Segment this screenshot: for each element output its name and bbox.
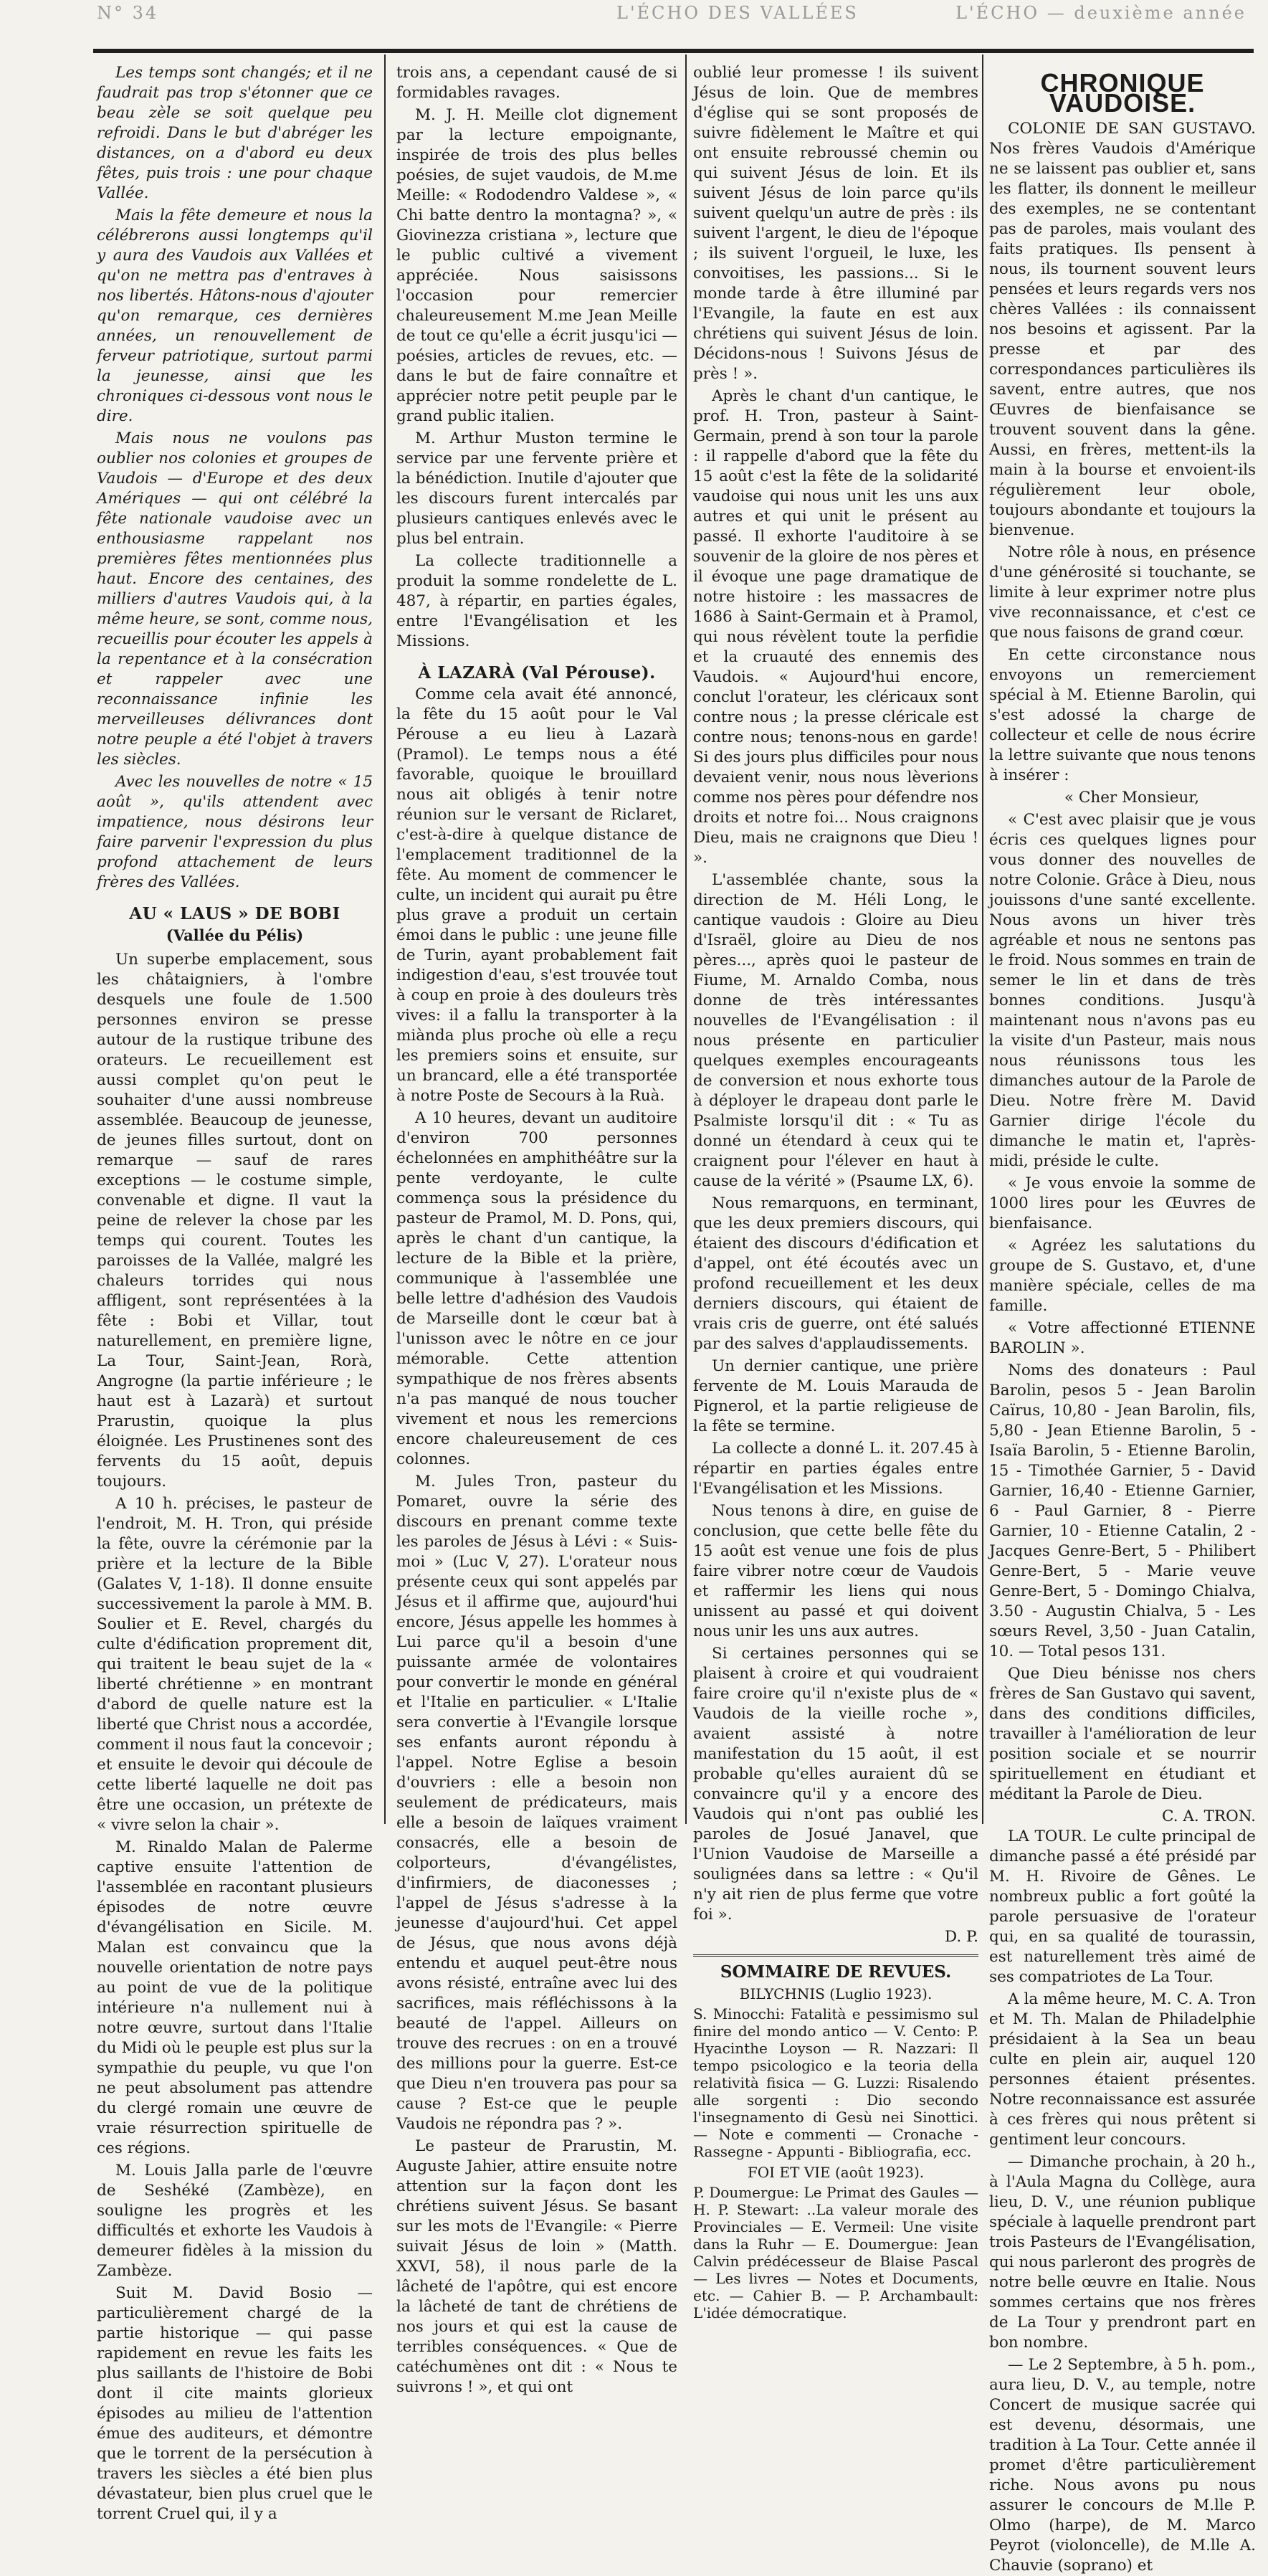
paragraph: Si certaines personnes qui se plaisent à croire et qui voudraient faire croire qu'il n'existe plus de « Vaudois de la vieille roche », avaient assisté à notre manifestation du 15 août, il est probable qu'elles auraient dû se convaincre qu'il y a encore des Vaudois qui n'ont pas oublié les paroles de Josué Janavel, que l'Union Vaudoise de Marseille a soulignées dans sa lettre : « Qu'il n'y ait rien de plus ferme que votre foi ». bbox=[693, 1645, 978, 1924]
paragraph: « Je vous envoie la somme de 1000 lires pour les Œuvres de bienfaisance. bbox=[989, 1174, 1256, 1232]
paragraph: LA TOUR. Le culte principal de dimanche passé a été présidé par M. H. Rivoire de Gênes. Le nombreux public a fort goûté la parole persuasive de l'orateur qui, en sa qualité de tourassin, est naturellement très aimé de ses compatriotes de La Tour. bbox=[989, 1828, 1256, 1986]
paragraph: La collecte traditionnelle a produit la somme rondelette de L. 487, à répartir, en parties égales, entre l'Evangélisation et les Missions. bbox=[396, 552, 677, 650]
paragraph: COLONIE DE SAN GUSTAVO. Nos frères Vaudois d'Amérique ne se laissent pas oublier et, sans les flatter, ils donnent le meilleur des exemples, ne se contentant pas de paroles, mais voulant des faits pratiques. Ils pensent à nous, ils tournent souvent leurs pensées et leurs regards vers nos chères Vallées : ils connaissent nos besoins et agissent. Par la presse et par des correspondances particulières ils savent, entre autres, que nos Œuvres de bienfaisance se trouvent souvent dans la gêne. Aussi, en frères, mettent-ils la main à la bourse et envoient-ils régulièrement leur obole, toujours abondante et toujours la bienvenue. bbox=[989, 120, 1256, 539]
column-divider bbox=[982, 54, 983, 1824]
paragraph: « Votre affectionné ETIENNE BAROLIN ». bbox=[989, 1319, 1256, 1357]
paragraph: « Agréez les salutations du groupe de S. Gustavo, et, d'une manière spéciale, celles de ma famille. bbox=[989, 1237, 1256, 1315]
paragraph: Un superbe emplacement, sous les châtaigniers, à l'ombre desquels une foule de 1.500 personnes environ se presse autour de la rustique tribune des orateurs. Le recueillement est aussi complet qu'on peut le souhaiter d'une aussi nombreuse assemblée. Beaucoup de jeunesse, de jeunes filles surtout, dont on remarque — sauf de rares exceptions — le costume simple, convenable et digne. Il vaut la peine de relever la chose par les temps qui courent. Toutes les paroisses de la Vallée, malgré les chaleurs torrides qui nous affligent, sont représentées à la fête : Bobi et Villar, tout naturellement, en première ligne, La Tour, Saint-Jean, Rorà, Angrogne (la partie inférieure ; le haut est à Lazarà) et surtout Prarustin, quoique la plus éloignée. Les Prustinenes sont des fervents du 15 août, depuis toujours. bbox=[97, 951, 373, 1491]
revue-contents: P. Doumergue: Le Primat des Gaules — H. P. Stewart: ..La valeur morale des Provinciales — E. Vermeil: Une visite dans la Ruhr — E. Doumergue: Jean Calvin prédécesseur de Blaise Pascal — Les livres — Notes et Documents, etc. — Cahier B. — P. Archambault: L'idée démocratique. bbox=[693, 2184, 978, 2321]
paragraph: Noms des donateurs : Paul Barolin, pesos 5 - Jean Barolin Caïrus, 10,80 - Jean Barolin, fils, 5,80 - Jean Etienne Barolin, 5 - Isaïa Barolin, 5 - Etienne Barolin, 15 - Timothée Garnier, 5 - David Garnier, 16,40 - Etienne Garnier, 6 - Paul Garnier, 8 - Pierre Garnier, 10 - Etienne Catalin, 2 - Jacques Genre-Bert, 5 - Philibert Genre-Bert, 5 - Marie veuve Genre-Bert, 5 - Domingo Chialva, 3.50 - Augustin Chialva, 5 - Les sœurs Revel, 3,50 - Juan Catalin, 10. — Total pesos 131. bbox=[989, 1361, 1256, 1660]
paragraph: — Le 2 Septembre, à 5 h. pom., aura lieu, D. V., au temple, notre Concert de musique sacrée qui est devenu, désormais, une tradition à La Tour. Cette année il promet d'être particulièrement riche. Nous avons pu nous assurer le concours de M.lle P. Olmo (harpe), de M. Marco Peyrot (violoncelle), de M.lle A. Chauvie (soprano) et bbox=[989, 2356, 1256, 2575]
running-header-left: N° 34 bbox=[97, 3, 159, 23]
paragraph: M. Arthur Muston termine le service par une fervente prière et la bénédiction. Inutile d'ajouter que les discours furent intercalés par plusieurs cantiques enlevés avec le plus bel entrain. bbox=[396, 429, 677, 548]
running-header-center: L'ÉCHO DES VALLÉES bbox=[616, 3, 859, 23]
paragraph: L'assemblée chante, sous la direction de M. Héli Long, le cantique vaudois : Gloire au Dieu d'Israël, gloire au Dieu de nos pères..., après quoi le pasteur de Fiume, M. Arnaldo Comba, nous donne de très intéressantes nouvelles de l'Evangélisation : il nous présente en particulier quelques exemples encourageants de conversion et nous exhorte tous à déployer le drapeau dont parle le Psalmiste lorsqu'il dit : « Tu as donné un étendard à ceux qui te craignent pour l'élever en haut à cause de la vérité » (Psaume LX, 6). bbox=[693, 871, 978, 1190]
column-divider bbox=[685, 54, 687, 1824]
paragraph: oublié leur promesse ! ils suivent Jésus de loin. Que de membres d'église qui se sont proposés de suivre fidèlement le Maître et qui ont ensuite rebroussé chemin ou qui suivent Jésus de loin. Et ils suivent Jésus de loin parce qu'ils suivent quelqu'un autre de près : ils suivent l'argent, le dieu de l'époque ; ils suivent l'orgueil, le luxe, les convoitises, les passions... Si le monde tarde à être illuminé par l'Evangile, la faute en est aux chrétiens qui suivent Jésus de loin. Décidons-nous ! Suivons Jésus de près ! ». bbox=[693, 64, 978, 383]
paragraph: « C'est avec plaisir que je vous écris ces quelques lignes pour vous donner des nouvelles de notre Colonie. Grâce à Dieu, nous jouissons d'une santé excellente. Nous avons un hiver très agréable et nous ne sentons pas le froid. Nous sommes en train de semer le lin et dans de très bonnes conditions. Jusqu'à maintenant nous n'avons pas eu la visite d'un Pasteur, mais nous nous réunissons tous les dimanches autour de la Parole de Dieu. Notre frère M. David Garnier dirige l'école du dimanche le matin et, l'après-midi, préside le culte. bbox=[989, 811, 1256, 1170]
paragraph: A 10 h. précises, le pasteur de l'endroit, M. H. Tron, qui préside la fête, ouvre la cérémonie par la prière et la lecture de la Bible (Galates V, 1-18). Il donne ensuite successivement la parole à MM. B. Soulier et E. Revel, chargés du culte d'édification proprement dit, qui traitent le beau sujet de la « liberté chrétienne » en montrant d'abord de quelle nature est la liberté que Christ nous a accordée, comment il nous faut la concevoir ; et ensuite le devoir qui découle de cette liberté laquelle ne doit pas être une occasion, un prétexte de « vivre selon la chair ». bbox=[97, 1495, 373, 1834]
column-4 bbox=[989, 63, 1256, 2575]
column-2 bbox=[396, 63, 677, 2396]
revue-contents: S. Minocchi: Fatalità e pessimismo sul finire del mondo antico — V. Cento: P. Hyacinthe Loyson — R. Nazzari: Il tempo psicologico e la teoria della relatività fisica — G. Luzzi: Risalendo alle sorgenti : Dio secondo l'insegnamento di Gesù nei Sinottici. — Note e commenti — Cronache - Rassegne - Appunti - Bibliografia, ecc. bbox=[693, 2005, 978, 2160]
paragraph: Nous tenons à dire, en guise de conclusion, que cette belle fête du 15 août est venue une fois de plus faire vibrer notre cœur de Vaudois et raffermir les liens qui nous unissent au passé et qui doivent nous unir les uns aux autres. bbox=[693, 1502, 978, 1640]
paragraph: Que Dieu bénisse nos chers frères de San Gustavo qui savent, dans des conditions difficiles, travailler à l'amélioration de leur position sociale et se nourrir spirituellement en étudiant et méditant la Parole de Dieu. bbox=[989, 1665, 1256, 1803]
paragraph: M. Rinaldo Malan de Palerme captive ensuite l'attention de l'assemblée en racontant plusieurs épisodes de notre œuvre d'évangélisation en Sicile. M. Malan est convaincu que la nouvelle orientation de notre pays au point de vue de la politique intérieure n'a nullement nui à notre œuvre, surtout dans l'Italie du Midi où le peuple est plus sur la sympathie du peuple, vu que l'on ne peut absolument pas attendre du clergé romain une œuvre de vraie résurrection spirituelle de ces régions. bbox=[97, 1838, 373, 2157]
paragraph: Avec les nouvelles de notre « 15 août », qu'ils attendent avec impatience, nous désirons leur faire parvenir l'expression du plus profond attachement de leurs frères des Vallées. bbox=[97, 773, 373, 891]
column-3 bbox=[693, 63, 978, 2321]
column-divider bbox=[384, 54, 386, 1824]
paragraph: Mais nous ne voulons pas oublier nos colonies et groupes de Vaudois — d'Europe et des deux Amériques — qui ont célébré la fête nationale vaudoise avec un enthousiasme rappelant nos premières fêtes mentionnées plus haut. Encore des centaines, des milliers d'autres Vaudois qui, à la même heure, se sont, comme nous, recueillis pour écouter les appels à la repentance et à la consécration et rappeler avec une reconnaissance infinie les merveilleuses délivrances dont notre peuple a été l'objet à travers les siècles. bbox=[97, 429, 373, 769]
paragraph: — Dimanche prochain, à 20 h., à l'Aula Magna du Collège, aura lieu, D. V., une réunion publique spéciale à laquelle prendront part trois Pasteurs de l'Evangélisation, qui nous parleront des progrès de notre belle œuvre en Italie. Nous sommes certains que nos frères de La Tour y prendront part en bon nombre. bbox=[989, 2153, 1256, 2352]
paragraph: La collecte a donné L. it. 207.45 à répartir en parties égales entre l'Evangélisation et les Missions. bbox=[693, 1440, 978, 1498]
paragraph: En cette circonstance nous envoyons un remerciement spécial à M. Etienne Barolin, qui s'est adossé la charge de collecteur et celle de nous écrire la lettre suivante que nous tenons à insérer : bbox=[989, 646, 1256, 784]
paragraph: Suit M. David Bosio — particulièrement chargé de la partie historique — qui passe rapidement en revue les faits les plus saillants de l'histoire de Bobi dont il cite maints glorieux épisodes au milieu de l'attention émue des auditeurs, et démontre que le torrent de la persécution à travers les siècles a été bien plus dévastateur, bien plus cruel que le torrent Cruel qui, il y a bbox=[97, 2284, 373, 2523]
paragraph: Le pasteur de Prarustin, M. Auguste Jahier, attire ensuite notre attention sur la façon dont les chrétiens suivent Jésus. Se basant sur les mots de l'Evangile: « Pierre suivait Jésus de loin » (Matth. XXVI, 58), il nous parle de la lâcheté de l'apôtre, qui est encore la lâcheté de tant de chrétiens de nos jours et qui est la cause de terribles conséquences. « Que de catéchumènes ont dit : « Nous te suivrons ! », et qui ont bbox=[396, 2137, 677, 2396]
column-1 bbox=[97, 63, 373, 2523]
paragraph: Les temps sont changés; et il ne faudrait pas trop s'étonner que ce beau zèle se soit quelque peu refroidi. Dans le but d'abréger les distances, on a d'abord eu deux fêtes, puis trois : une pour chaque Vallée. bbox=[97, 64, 373, 202]
signature: D. P. bbox=[944, 1928, 978, 1946]
section-title-lazara: À LAZARÀ (Val Pérouse). bbox=[418, 663, 656, 683]
paragraph: Mais la fête demeure et nous la célébrerons aussi longtemps qu'il y aura des Vaudois aux Vallées et qu'on ne mettra pas d'entraves à nos libertés. Hâtons-nous d'ajouter qu'on remarque, ces dernières années, un renouvellement de ferveur patriotique, surtout parmi la jeunesse, ainsi que les chroniques ci-dessous vont nous le dire. bbox=[97, 206, 373, 425]
revue-name: FOI ET VIE (août 1923). bbox=[747, 2164, 925, 2181]
section-title-bobi: AU « LAUS » DE BOBI bbox=[129, 904, 340, 923]
paragraph: trois ans, a cependant causé de si formidables ravages. bbox=[396, 64, 677, 102]
paragraph: M. J. H. Meille clot dignement par la lecture empoignante, inspirée de trois des plus belles poésies, de sujet vaudois, de M.me Meille: « Rododendro Valdese », « Chi batte dentro la montagna? », « Giovinezza cristiana », lecture que le public cultivé a vivement appréciée. Nous saisissons l'occasion pour remercier chaleureusement M.me Jean Meille de tout ce qu'elle a écrit jusqu'ici — poésies, articles de revues, etc. — dans le but de faire connaître et apprécier notre petit peuple par le grand public italien. bbox=[396, 106, 677, 425]
chronique-title: CHRONIQUE VAUDOISE. bbox=[1040, 68, 1205, 118]
paragraph: A la même heure, M. C. A. Tron et M. Th. Malan de Philadelphie présidaient à la Sea un beau culte en plein air, auquel 120 personnes étaient présentes. Notre reconnaissance est assurée à ces frères qui nous prêtent si gentiment leur concours. bbox=[989, 1990, 1256, 2149]
paragraph: Nous remarquons, en terminant, que les deux premiers discours, qui étaient des discours d'édification et d'appel, ont été écoutés avec un profond recueillement et les deux derniers discours, qui étaient de vrais cris de guerre, ont été salués par des salves d'applaudissements. bbox=[693, 1194, 978, 1353]
paragraph: A 10 heures, devant un auditoire d'environ 700 personnes échelonnées en amphithéâtre sur la pente verdoyante, le culte commença sous la présidence du pasteur de Pramol, M. D. Pons, qui, après le chant d'un cantique, la lecture de la Bible et la prière, communique à l'assemblée une belle lettre d'adhésion des Vaudois de Marseille dont le cœur bat à l'unisson avec le nôtre en ce jour mémorable. Cette attention sympathique de nos frères absents n'a pas manqué de nous toucher vivement et nous les remercions encore chaleureusement de ces colonnes. bbox=[396, 1109, 677, 1468]
running-header-right: L'ÉCHO — deuxième année bbox=[955, 3, 1246, 23]
header-rule bbox=[93, 49, 1254, 53]
signature: C. A. TRON. bbox=[1162, 1807, 1256, 1825]
section-subtitle-bobi: (Vallée du Pélis) bbox=[166, 926, 304, 944]
paragraph: Notre rôle à nous, en présence d'une générosité si touchante, se limite à leur exprimer notre plus vive reconnaissance, et c'est ce que nous faisons de grand cœur. bbox=[989, 543, 1256, 642]
paragraph: M. Louis Jalla parle de l'œuvre de Seshéké (Zambèze), en souligne les progrès et les difficultés et exhorte les Vaudois à demeurer fidèles à la mission du Zambèze. bbox=[97, 2162, 373, 2280]
paragraph: Comme cela avait été annoncé, la fête du 15 août pour le Val Pérouse a eu lieu à Lazarà (Pramol). Le temps nous a été favorable, quoique le brouillard nous ait obligés à tenir notre réunion sur le versant de Riclaret, c'est-à-dire à quelque distance de l'emplacement traditionnel de la fête. Au moment de commencer le culte, un incident qui aurait pu être plus grave a produit un certain émoi dans le public : une jeune fille de Turin, ayant probablement fait indigestion d'eau, s'est trouvée tout à coup en proie à des douleurs très vives: il a fallu la transporter à la miànda plus proche où elle a reçu les premiers soins et ensuite, sur un brancard, elle a été transportée à notre Poste de Secours à la Ruà. bbox=[396, 685, 677, 1105]
section-title-revues: SOMMAIRE DE REVUES. bbox=[693, 1954, 978, 1982]
paragraph: Un dernier cantique, une prière fervente de M. Louis Marauda de Pignerol, et la partie religieuse de la fête se termine. bbox=[693, 1357, 978, 1435]
paragraph: Après le chant d'un cantique, le prof. H. Tron, pasteur à Saint-Germain, prend à son tour la parole : il rappelle d'abord que la fête du 15 août c'est la fête de la solidarité vaudoise qui nous unit les uns aux autres et qui unit le présent au passé. Il exhorte l'auditoire à se souvenir de la gloire de nos pères et il évoque une page dramatique de notre histoire : les massacres de 1686 à Saint-Germain et à Pramol, qui nous révèlent toute la perfidie et la cruauté des ennemis des Vaudois. « Aujourd'hui encore, conclut l'orateur, les cléricaux sont contre nous ; la presse cléricale est contre nous; tenons-nous en garde! Si des jours plus difficiles pour nous devaient venir, nous nous lèverions comme nos pères pour défendre nos droits et notre foi... Nous craignons Dieu, mais ne craignons que Dieu ! ». bbox=[693, 387, 978, 867]
paragraph: « Cher Monsieur, bbox=[1064, 789, 1200, 807]
paragraph: M. Jules Tron, pasteur du Pomaret, ouvre la série des discours en prenant comme texte les paroles de Jésus à Lévi : « Suis-moi » (Luc V, 27). L'orateur nous présente ceux qui sont appelés par Jésus et il affirme que, aujourd'hui encore, Jésus appelle les hommes à Lui parce qu'il a besoin d'une puissante armée de volontaires pour convertir le monde en général et l'Italie en particulier. « L'Italie sera convertie à l'Evangile lorsque ses enfants auront répondu à l'appel. Notre Eglise a besoin d'ouvriers : elle a besoin non seulement de prédicateurs, mais elle a besoin de laïques vraiment consacrés, elle a besoin de colporteurs, d'évangélistes, d'infirmiers, de diaconesses ; l'appel de Jésus s'adresse à la jeunesse d'aujourd'hui. Cet appel de Jésus, que nous avons déjà entendu et auquel peut-être nous avons résisté, entraîne avec lui des sacrifices, mais réfléchissons à la beauté de l'appel. Ailleurs on trouve des recrues : on en a trouvé des millions pour la guerre. Est-ce que Dieu n'en trouvera pas pour sa cause ? Est-ce que le peuple Vaudois ne répondra pas ? ». bbox=[396, 1473, 677, 2133]
revue-name: BILYCHNIS (Luglio 1923). bbox=[739, 1985, 933, 2002]
